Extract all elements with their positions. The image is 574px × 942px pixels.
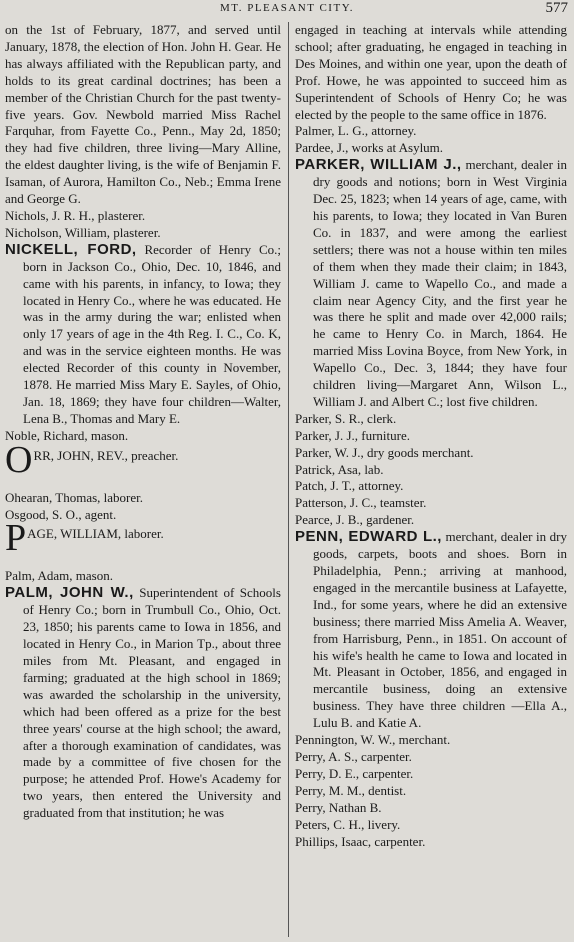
directory-entry-palm-adam: Palm, Adam, mason. — [5, 568, 113, 584]
bio-penn — [295, 529, 567, 732]
directory-entry-nichols: Nichols, J. R. H., plasterer. — [5, 207, 146, 223]
directory-entry-pearce: Pearce, J. B., gardener. — [295, 512, 415, 528]
directory-entry-perry-nathan: Perry, Nathan B. — [295, 799, 382, 815]
palm-bio-continuation: engaged in teaching at intervals while attending school; after graduating, he engaged in teaching in Des Moines, and within one year, upon the death of Prof. Howe, he was appointed to succeed him as Superintendent of Schools of Henry Co; he was elected by the people to the same office in 1876. — [295, 22, 567, 122]
directory-entry-patterson: Patterson, J. C., teamster. — [295, 495, 427, 511]
directory-entry-ohearan: Ohearan, Thomas, laborer. — [5, 489, 144, 505]
bio-name-palm: PALM, JOHN W., — [5, 584, 134, 602]
spacer — [5, 475, 281, 490]
running-title: MT. PLEASANT CITY. — [220, 2, 354, 14]
directory-entry-osgood: Osgood, S. O., agent. — [5, 506, 117, 522]
directory-entry-orr — [5, 438, 281, 481]
directory-entry-perry-de: Perry, D. E., carpenter. — [295, 765, 414, 781]
directory-entry-page — [5, 517, 281, 560]
spacer — [5, 553, 281, 568]
directory-entry-patrick: Patrick, Asa, lab. — [295, 461, 384, 477]
directory-entry-nicholson: Nicholson, William, plasterer. — [5, 224, 161, 240]
bio-name-penn: PENN, EDWARD L., — [295, 528, 442, 546]
directory-entry-phillips: Phillips, Isaac, carpenter. — [295, 833, 426, 849]
page-header — [0, 0, 574, 20]
directory-entry-parker-jj: Parker, J. J., furniture. — [295, 427, 411, 443]
bio-text-parker: merchant, dealer in dry goods and notions; born in West Virginia Dec. 25, 1823; when 14 years of age, came, with his parents, to Iowa; they located in Van Buren Co. in 1837, and were among the earliest settlers; there was not a house within ten miles of them when they made their claim; in 1843, William J. came to Wapello Co., and made a claim near Agency City, and the first year he was there he split and made over 42,000 rails; he came to Henry Co. in March, 1864. He married Miss Lovina Boyce, from New York, in Wapello Co., Dec. 3, 1844; they have four children living—Margaret Ann, Wilson L., William J. and Albert C.; lost five children. — [313, 157, 567, 409]
left-column — [5, 22, 281, 822]
bio-text-nickell: Recorder of Henry Co.; born in Jackson Co., Ohio, Dec. 10, 1846, and came with his parents, in infancy, to Iowa; they located in Henry Co., where he was educated. He was in the army during the war; enlisted when only 17 years of age in the 4th Reg. I. C., Co. K, and was in the service eighteen months. He was elected Recorder of this county in November, 1878. He married Miss Mary E. Sayles, of Ohio, Jan. 18, 1869; they have four children—Walter, Lena B., Thomas and Mary E. — [23, 241, 281, 426]
page-number: 577 — [545, 0, 568, 16]
entry-text-orr: RR, JOHN, REV., preacher. — [33, 447, 179, 463]
bio-nickell — [5, 242, 281, 428]
directory-entry-noble: Noble, Richard, mason. — [5, 427, 129, 443]
bio-text-penn: merchant, dealer in dry goods, carpets, boots and shoes. Born in Philadelphia, Penn.; arriving at manhood, engaged in the mercantile business at Lafayette, Ind., for some years, where he did an extensive business; there married Miss Amelia A. Weaver, from Harrisburg, Penn., in 1851. On account of his wife's health he came to Iowa and located in Mt. Pleasant in October, 1856, and engaged in mercantile business, doing an extensive business. They have three children —Ella A., Lulu B. and Katie A. — [313, 529, 568, 731]
bio-text-palm: Superintendent of Schools of Henry Co.; born in Trumbull Co., Ohio, Oct. 23, 1850; his parents came to Iowa in 1856, and located in Henry Co., in Marion Tp., about three miles from Mt. Pleasant, and engaged in farming; graduated at the high school in 1869; was awarded the scholarship in the university, which had been offered as a prize for the best three years' course at the high school; the award, after a thorough examination of candidates, was made by a committee of five chosen for the purpose; he attended Prof. Howe's Academy for two years, then entered the University and graduated from that institution; he was — [23, 585, 281, 821]
directory-entry-palmer: Palmer, L. G., attorney. — [295, 123, 417, 139]
bio-parker — [295, 157, 567, 411]
entry-text-page: AGE, WILLIAM, laborer. — [27, 526, 164, 542]
directory-entry-perry-mm: Perry, M. M., dentist. — [295, 782, 407, 798]
directory-entry-perry-as: Perry, A. S., carpenter. — [295, 748, 412, 764]
bio-name-parker: PARKER, WILLIAM J., — [295, 156, 462, 174]
column-rule — [288, 22, 289, 937]
drop-cap-o: O — [5, 438, 33, 481]
directory-entry-parker-wj: Parker, W. J., dry goods merchant. — [295, 444, 474, 460]
newbold-bio-continuation: on the 1st of February, 1877, and served until January, 1878, the election of Hon. John H. Gear. He has always affiliated with the Republican party, and holds to its great cardinal doctrines; has been a member of the Christian Church for the past twenty-five years. Gov. Newbold married Miss Rachel Farquhar, from Fayette Co., Penn., May 2d, 1850; they had five children, three living—Mary Alline, the eldest daughter living, is the wife of Benjamin F. Isaman, of Aurora, Hamilton Co., Neb.; Emma Irene and George G. — [5, 22, 281, 207]
directory-entry-pennington: Pennington, W. W., merchant. — [295, 732, 451, 748]
directory-entry-parker-sr: Parker, S. R., clerk. — [295, 410, 397, 426]
directory-entry-patch: Patch, J. T., attorney. — [295, 478, 404, 494]
directory-entry-pardee: Pardee, J., works at Asylum. — [295, 140, 444, 156]
drop-cap-p: P — [5, 517, 27, 560]
right-column — [295, 22, 567, 850]
bio-palm — [5, 585, 281, 822]
directory-entry-peters: Peters, C. H., livery. — [295, 816, 401, 832]
bio-name-nickell: NICKELL, FORD, — [5, 240, 137, 258]
